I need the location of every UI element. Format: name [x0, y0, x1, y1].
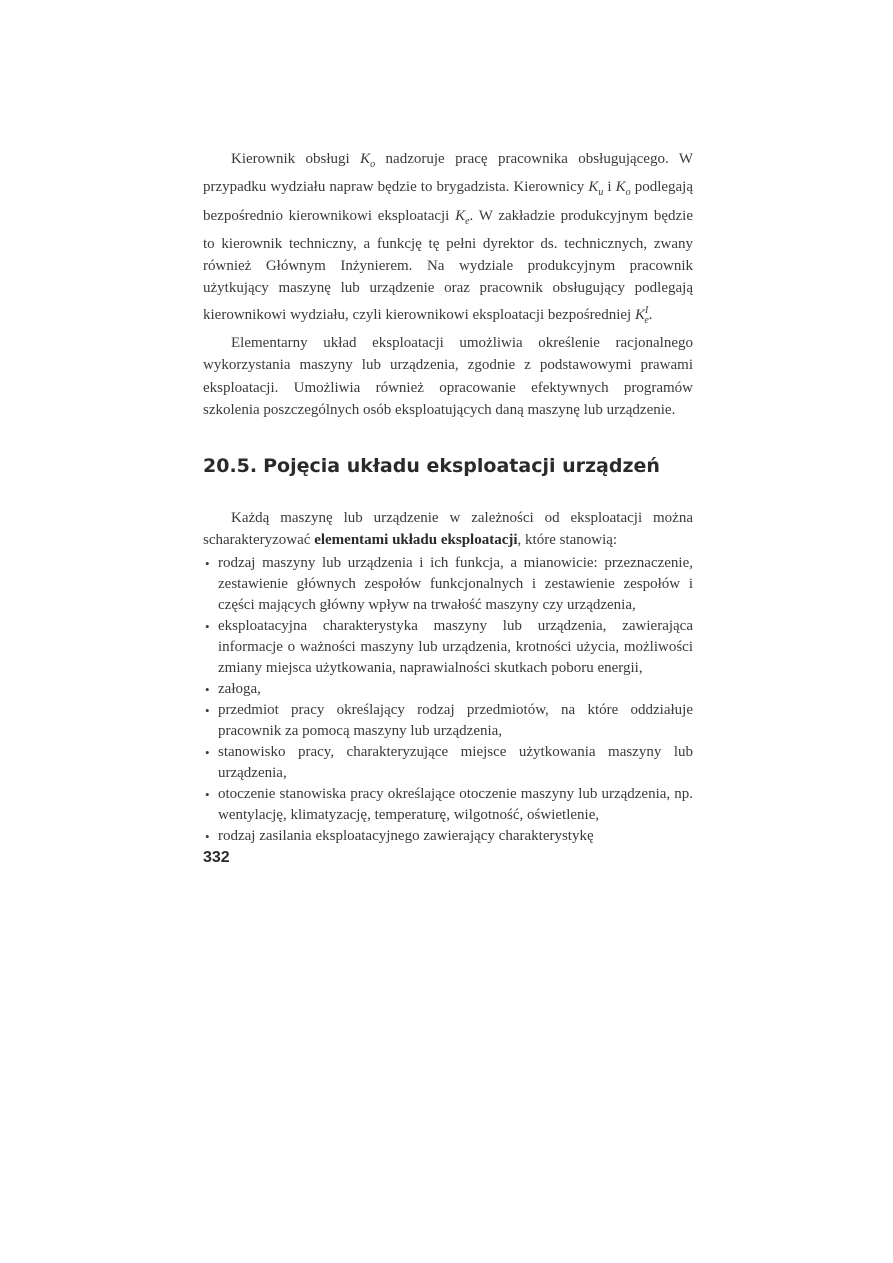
bullet-icon: • [205, 829, 210, 845]
text-run: Każdą maszynę lub urządzenie w zależności od eksploatacji można scharakteryzować [203, 510, 693, 549]
symbol-subscript: e [644, 314, 649, 326]
section-heading [203, 455, 693, 477]
list-item-text: stanowisko pracy, charakteryzujące miejsce użytkowania maszyny lub urządzenia, [218, 744, 693, 782]
intro-paragraph [203, 507, 693, 551]
list-item-text: załoga, [218, 681, 261, 698]
paragraph-supervision [203, 148, 693, 332]
list-item [203, 784, 693, 826]
symbol-k: K [634, 306, 645, 323]
symbol-superscript: I [644, 304, 649, 316]
bullet-icon: • [205, 682, 210, 698]
list-item-text: eksploatacyjna charakterystyka maszyny lub urządzenia, zawierająca informacje o ważności maszyny lub urządzenia, krotności użycia, możliwości zmiany miejsca użytkowania, naprawialności skutkach poboru energii, [218, 618, 693, 677]
section-title: Pojęcia układu eksploatacji urządzeń [263, 455, 660, 478]
list-item [203, 553, 693, 616]
text-run: Kierownik obsługi [231, 151, 361, 167]
symbol-subscript: u [598, 187, 604, 199]
list-item-text: rodzaj zasilania eksploatacyjnego zawierający charakterystykę [218, 828, 594, 845]
list-item [203, 616, 693, 679]
list-item [203, 742, 693, 784]
symbol-subscript: e [465, 215, 470, 227]
symbol-k: K [360, 151, 371, 167]
text-run: i [603, 179, 616, 196]
text-run: podlegają bezpośrednio kierownikowi eksploatacji [203, 179, 694, 224]
list-item [203, 700, 693, 742]
book-page [203, 148, 693, 867]
elements-list [203, 553, 693, 847]
section-number: 20.5. [203, 455, 258, 478]
symbol-subscript: o [625, 187, 631, 199]
symbol-k: K [615, 179, 626, 196]
page-number: 332 [203, 849, 230, 867]
list-item-text: przedmiot pracy określający rodzaj przedmiotów, na które oddziałuje pracownik za pomocą maszyny lub urządzenia, [218, 702, 693, 740]
text-run: , które stanowią: [517, 532, 618, 549]
bullet-icon: • [205, 619, 210, 635]
bullet-icon: • [205, 745, 210, 761]
symbol-subscript: o [370, 159, 376, 170]
paragraph-elementary-system: Elementarny układ eksploatacji umożliwia określenie racjonalnego wykorzystania maszyny lub urządzenia, zgodnie z podstawowymi prawami eksploatacji. Umożliwia również opracowanie efektywnych programów szkolenia poszczególnych osób eksploatujących daną maszynę lub urządzenie. [203, 335, 693, 418]
list-item-text: rodzaj maszyny lub urządzenia i ich funkcja, a mianowicie: przeznaczenie, zestawienie głównych zespołów funkcjonalnych i zestawienie zespołów i części mających główny wpływ na trwałość maszyny czy urządzenia, [218, 555, 693, 614]
symbol-k: K [455, 207, 466, 224]
bullet-icon: • [205, 556, 210, 572]
list-item-text: otoczenie stanowiska pracy określające otoczenie maszyny lub urządzenia, np. wentylację, klimatyzację, temperaturę, wilgotność, oświetlenie, [218, 786, 693, 824]
symbol-k: K [588, 179, 599, 196]
text-run: . W zakładzie produkcyjnym będzie to kierownik techniczny, a funkcję tę pełni dyrektor ds. technicznych, zwany również Głównym Inżynierem. Na wydziale produkcyjnym pracownik użytkujący maszynę lub urządzenie oraz pracownik obsługujący podlegają kierownikowi wydziału, czyli kierownikowi eksploatacji bezpośredniej [203, 207, 693, 323]
bold-term: elementami układu eksploatacji [314, 532, 518, 549]
bullet-icon: • [205, 787, 210, 803]
bullet-icon: • [205, 703, 210, 719]
list-item [203, 679, 693, 700]
text-run: . [648, 306, 653, 323]
list-item [203, 826, 693, 847]
text-run: nadzoruje pracę pracownika obsługującego. W przypadku wydziału napraw będzie to brygadzista. Kierownicy [203, 151, 693, 196]
